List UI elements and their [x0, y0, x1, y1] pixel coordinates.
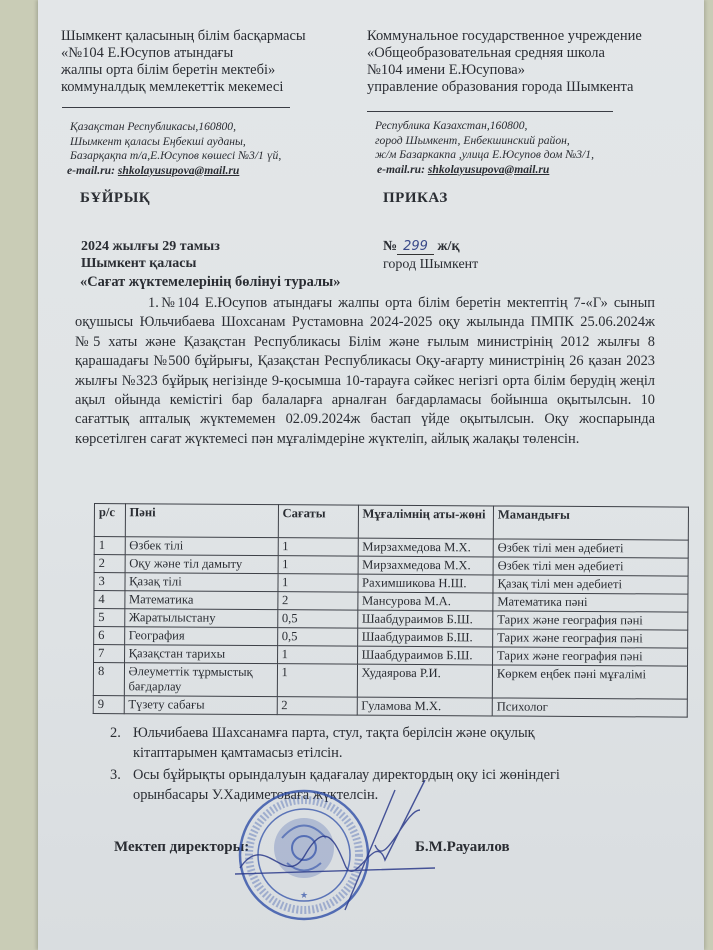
header-cell-number: р/с [94, 504, 125, 537]
header-ru-divider [367, 111, 613, 112]
order-date: 2024 жылғы 29 тамыз [81, 239, 220, 254]
header-ru-line: управление образования города Шымкента [367, 79, 634, 95]
cell-specialty: Тарих және география пәні [492, 647, 687, 666]
cell-number: 4 [94, 591, 125, 609]
cell-subject: Өзбек тілі [125, 537, 278, 556]
cell-number: 7 [94, 645, 125, 663]
city-kz: Шымкент қаласы [81, 256, 197, 271]
cell-subject: Түзету сабағы [124, 696, 277, 715]
table-row [93, 695, 687, 717]
cell-hours: 0,5 [277, 610, 357, 628]
cell-subject: Жаратылыстану [124, 609, 277, 628]
cell-specialty: Тарих және география пәні [493, 611, 688, 630]
cell-number: 5 [94, 609, 125, 627]
cell-specialty: Көркем еңбек пәні мұғалімі [492, 665, 687, 699]
cell-subject: Математика [124, 591, 277, 610]
title-ru: ПРИКАЗ [383, 190, 448, 206]
director-role: Мектеп директоры: [114, 839, 250, 855]
paragraph-1-text: 1.№104 Е.Юсупов атындағы жалпы орта білім беретін мектептің 7-«Г» сынып оқушысы Юльчибаева Шохсанам Рустамовна 2024-2025 оқу жылында ПМПК 25.06.2024ж №5 хаты және Қазақстан Республикасы Білім және ғылым министрінің 2012 жылғы 8 қарашадағы №500 бұйрығы, Қазақстан Республикасы Оқу-ағарту министрінің 26 қазан 2023 жылғы №323 бұйрық негізінде 9-қосымша 10-тарауға сәйкес негізгі орта білім берудің жеңіл ақыл ойында кемістігі бар балаларға арналған бағдарламасы бойынша оқытылсын. 10 сағаттық апталық жүктемемен 02.09.2024ж бастап үйде оқытылсын. Оқу жоспарында көрсетілген сағат жүктемесі пән мұғалімдеріне жүктеліп, айлық жалақы төленсін. [75, 295, 655, 447]
email-link[interactable]: shkolayusupova@mail.ru [117, 163, 240, 177]
table-row [93, 663, 687, 700]
cell-teacher: Шаабдураимов Б.Ш. [357, 610, 493, 629]
item-text-cont: орынбасары У.Хадиметоваға жүктелсін. [133, 786, 379, 803]
cell-specialty: Психолог [492, 698, 687, 717]
cell-teacher: Шаабдураимов Б.Ш. [357, 628, 493, 647]
address-ru-email-row [377, 163, 594, 178]
header-kz-line: коммуналдық мемлекеттік мекемесі [61, 79, 284, 95]
header-cell-teacher: Мұғалімнің аты-жөні [358, 505, 494, 539]
cell-teacher: Шаабдураимов Б.Ш. [357, 646, 493, 665]
order-number [383, 238, 460, 255]
cell-specialty: Өзбек тілі мен әдебиеті [493, 557, 688, 576]
header-cell-specialty: Мамандығы [493, 506, 688, 540]
header-ru-line: Коммунальное государственное учреждение [367, 28, 642, 44]
item-number: 2. [110, 725, 121, 741]
cell-hours: 1 [278, 556, 358, 574]
cell-hours: 0,5 [277, 628, 357, 646]
address-ru [375, 119, 594, 177]
title-kz: БҰЙРЫҚ [80, 190, 151, 206]
director-name: Б.М.Рауаилов [415, 839, 510, 855]
cell-subject: Оқу және тіл дамыту [125, 555, 278, 574]
order-subject: «Сағат жүктемелерінің бөлінуі туралы» [80, 274, 341, 290]
address-kz-line: Қазақстан Республикасы,160800, [70, 120, 236, 133]
header-kz-line: жалпы орта білім беретін мектебі» [61, 62, 276, 78]
address-kz-line: Шымкент қаласы Еңбекші ауданы, [70, 134, 246, 148]
cell-subject: Қазақстан тарихы [124, 645, 277, 664]
address-kz [67, 120, 282, 178]
cell-subject: Қазақ тілі [125, 573, 278, 592]
cell-number: 3 [94, 573, 125, 591]
header-kz-line: Шымкент қаласының білім басқармасы [61, 28, 306, 44]
header-ru [367, 28, 642, 96]
cell-number: 2 [94, 555, 125, 573]
header-kz-divider [62, 107, 290, 108]
signature-icon [225, 770, 435, 920]
item-text-cont: кітаптарымен қамтамасыз етілсін. [133, 744, 343, 761]
cell-number: 6 [94, 627, 125, 645]
cell-teacher: Гуламова М.Х. [357, 697, 493, 716]
item-text: Осы бұйрықты орындалуын қадағалау директордың оқу ісі жөніндегі [133, 767, 560, 783]
header-kz [61, 28, 306, 96]
cell-number: 9 [93, 695, 124, 713]
cell-teacher: Мирзахмедова М.Х. [358, 556, 494, 575]
address-ru-line: город Шымкент, Енбекшинский район, [375, 133, 570, 147]
paragraph-1 [75, 294, 655, 449]
table-header-row [94, 504, 688, 541]
handwritten-number: 299 [397, 239, 434, 255]
item-2 [110, 724, 670, 763]
cell-specialty: Қазақ тілі мен әдебиеті [493, 575, 688, 594]
cell-hours: 2 [277, 592, 357, 610]
city-ru: город Шымкент [383, 257, 479, 272]
cell-hours: 2 [277, 697, 357, 715]
header-cell-subject: Пәні [125, 504, 278, 538]
svg-text:★: ★ [299, 890, 309, 900]
cell-subject: География [124, 627, 277, 646]
cell-teacher: Мансурова М.А. [357, 592, 493, 611]
cell-specialty: Тарих және география пәні [493, 629, 688, 648]
address-ru-line: ж/м Базаркакпа ,улица Е.Юсупов дом №3/1, [375, 148, 594, 161]
cell-specialty: Математика пәні [493, 593, 688, 612]
schedule-table [93, 503, 689, 718]
item-number: 3. [110, 767, 121, 783]
cell-teacher: Рахимшикова Н.Ш. [358, 574, 494, 593]
header-ru-line: №104 имени Е.Юсупова» [367, 62, 525, 78]
cell-teacher: Худаярова Р.И. [357, 664, 493, 698]
cell-hours: 1 [277, 664, 357, 697]
address-ru-line: Республика Казахстан,160800, [375, 119, 528, 132]
header-cell-hours: Сағаты [278, 505, 358, 538]
email-label: e-mail.ru: [377, 162, 425, 176]
cell-number: 1 [94, 537, 125, 555]
cell-specialty: Өзбек тілі мен әдебиеті [493, 539, 688, 558]
cell-subject: Әлеуметтік тұрмыстық бағдарлау [124, 663, 277, 697]
item-text: Юльчибаева Шахсанамға парта, стул, тақта берілсін және оқулық [133, 725, 535, 741]
cell-hours: 1 [278, 538, 358, 556]
address-kz-email-row [67, 164, 281, 179]
cell-teacher: Мирзахмедова М.Х. [358, 538, 494, 557]
email-label: e-mail.ru: [67, 163, 115, 177]
header-kz-line: «№104 Е.Юсупов атындағы [61, 45, 234, 61]
cell-hours: 1 [277, 646, 357, 664]
email-link[interactable]: shkolayusupova@mail.ru [427, 162, 550, 176]
number-prefix: № [383, 239, 398, 254]
cell-number: 8 [93, 663, 124, 696]
header-ru-line: «Общеобразовательная средняя школа [367, 45, 605, 61]
address-kz-line: Базарқақпа т/а,Е.Юсупов көшесі №3/1 үй, [70, 149, 282, 162]
number-suffix: ж/қ [437, 239, 460, 254]
cell-hours: 1 [278, 574, 358, 592]
